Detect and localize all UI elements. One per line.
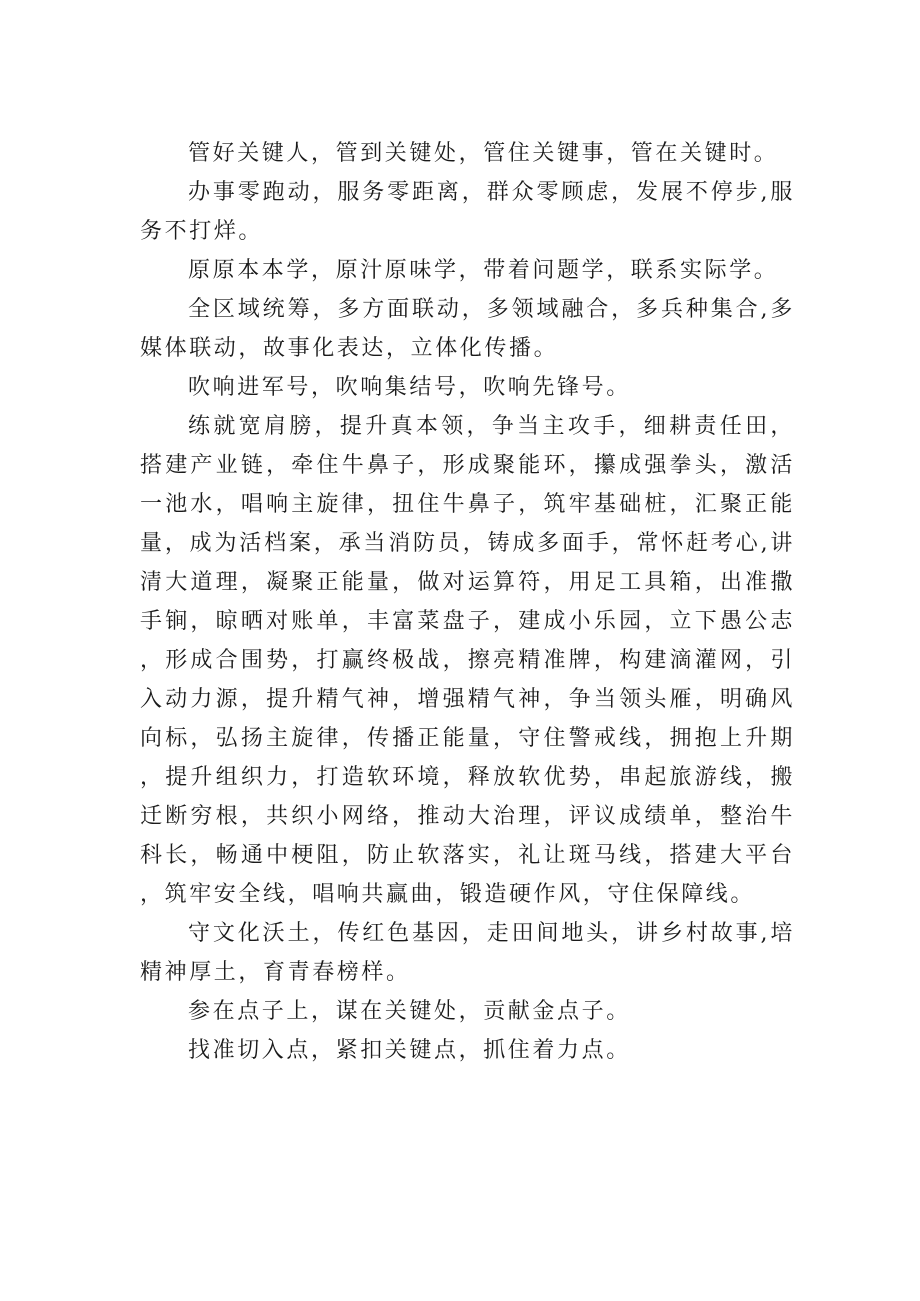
paragraph-2: 办事零跑动，服务零距离，群众零顾虑，发展不停步,服务不打烊。 (140, 180, 795, 244)
paragraph-1: 管好关键人，管到关键处，管住关键事，管在关键时。 (188, 141, 779, 166)
document-body (140, 134, 795, 1070)
paragraph-3: 原原本本学，原汁原味学，带着问题学，联系实际学。 (188, 258, 779, 283)
paragraph-5: 吹响进军号，吹响集结号，吹响先锋号。 (188, 375, 631, 400)
paragraph-9: 找准切入点，紧扣关键点，抓住着力点。 (188, 1038, 631, 1063)
paragraph-8: 参在点子上，谋在关键处，贡献金点子。 (188, 999, 631, 1024)
paragraph-6: 练就宽肩膀，提升真本领，争当主攻手，细耕责任田，搭建产业链，牵住牛鼻子，形成聚能环，攥成强拳头，激活一池水，唱响主旋律，扭住牛鼻子，筑牢基础桩，汇聚正能量，成为活档案，承当消防员，铸成多面手，常怀赶考心,讲清大道理，凝聚正能量，做对运算符，用足工具箱，出准撒手锏，晾晒对账单，丰富菜盘子，建成小乐园，立下愚公志，形成合围势，打赢终极战，擦亮精准牌，构建滴灌网，引入动力源，提升精气神，增强精气神，争当领头雁，明确风向标，弘扬主旋律，传播正能量，守住警戒线，拥抱上升期，提升组织力，打造软环境，释放软优势，串起旅游线，搬迁断穷根，共织小网络，推动大治理，评议成绩单，整治牛科长，畅通中梗阻，防止软落实，礼让斑马线，搭建大平台，筑牢安全线，唱响共赢曲，锻造硬作风，守住保障线。 (140, 414, 795, 907)
paragraph-7: 守文化沃土，传红色基因，走田间地头，讲乡村故事,培精神厚土，育青春榜样。 (140, 921, 795, 985)
paragraph-4: 全区域统筹，多方面联动，多领域融合，多兵种集合,多媒体联动，故事化表达，立体化传播。 (140, 297, 795, 361)
